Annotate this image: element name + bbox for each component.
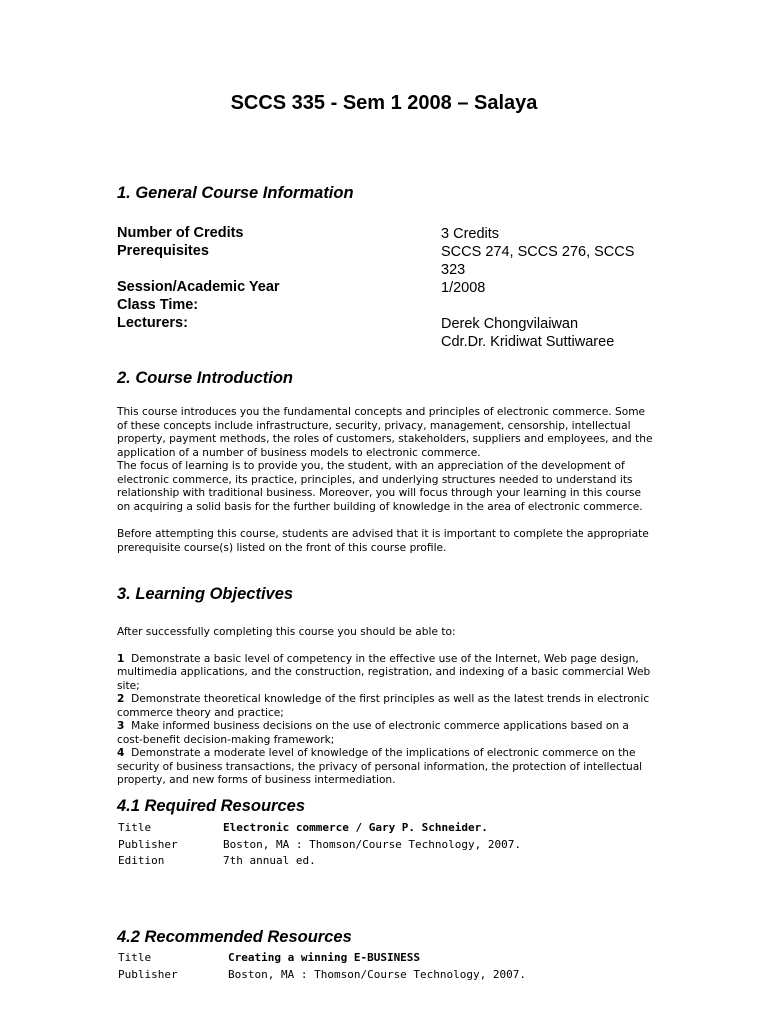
resource-publisher: Boston, MA : Thomson/Course Technology, 2007. xyxy=(228,967,527,981)
objective-text: Make informed business decisions on the use of electronic commerce applications based on a cost-benefit decision-making framework; xyxy=(117,720,629,746)
course-intro-text xyxy=(117,406,657,555)
objective-item xyxy=(117,653,657,694)
objectives-intro: After successfully completing this course you should be able to: xyxy=(117,626,456,638)
lecturer-name: Cdr.Dr. Kridiwat Suttiwaree xyxy=(441,334,615,350)
classtime-row xyxy=(117,297,677,315)
lecturers-row xyxy=(117,315,677,351)
section-general-info-heading: 1. General Course Information xyxy=(117,184,354,202)
prereq-value xyxy=(441,243,671,279)
resource-title: Electronic commerce / Gary P. Schneider. xyxy=(223,821,488,834)
prereq-value-line1: SCCS 274, SCCS 276, SCCS xyxy=(441,244,635,260)
objective-item xyxy=(117,693,657,720)
intro-paragraph: The focus of learning is to provide you, the student, with an appreciation of the development of electronic commerce, its practice, principles, and underlying structures needed to understand its relationship with traditional business. Moreover, you will focus through your learning in this course on acquiring a solid basis for the further building of knowledge in the area of electronic commerce. xyxy=(117,460,643,513)
section-course-intro-heading: 2. Course Introduction xyxy=(117,369,294,387)
objective-text: Demonstrate a moderate level of knowledge of the implications of electronic commerce on the security of business transactions, the privacy of personal information, the protection of intellectual property, and new forms of business intermediation. xyxy=(117,747,643,786)
prereq-row xyxy=(117,243,677,279)
section-recommended-resources-heading: 4.2 Recommended Resources xyxy=(117,928,352,946)
section-learning-objectives-heading: 3. Learning Objectives xyxy=(117,585,294,603)
session-row xyxy=(117,279,677,297)
resource-title: Creating a winning E-BUSINESS xyxy=(228,951,421,964)
objective-number: 3 xyxy=(117,720,125,732)
resource-label: Title xyxy=(118,821,152,834)
session-value: 1/2008 xyxy=(441,280,486,296)
objective-number: 2 xyxy=(117,693,125,705)
intro-paragraph: Before attempting this course, students are advised that it is important to complete the appropriate prerequisite course(s) listed on the front of this course profile. xyxy=(117,528,649,554)
credits-label: Number of Credits xyxy=(117,225,244,241)
objective-text: Demonstrate theoretical knowledge of the first principles as well as the latest trends in electronic commerce theory and practice; xyxy=(117,693,650,719)
section-required-resources-heading: 4.1 Required Resources xyxy=(117,797,305,815)
lecturers-label: Lecturers: xyxy=(117,315,188,331)
resource-label: Publisher xyxy=(118,837,178,851)
prereq-value-line2: 323 xyxy=(441,262,466,278)
prereq-label: Prerequisites xyxy=(117,243,209,259)
document-title: SCCS 335 - Sem 1 2008 – Salaya xyxy=(230,92,538,114)
resource-label: Publisher xyxy=(118,967,178,981)
resource-publisher: Boston, MA : Thomson/Course Technology, 2007. xyxy=(223,837,522,851)
resource-edition: 7th annual ed. xyxy=(223,854,316,867)
objective-item xyxy=(117,747,657,788)
objective-text: Demonstrate a basic level of competency in the effective use of the Internet, Web page design, multimedia applications, and the construction, registration, and indexing of a basic commercial Web site; xyxy=(117,652,651,692)
objective-number: 4 xyxy=(117,747,125,759)
classtime-label: Class Time: xyxy=(117,297,199,313)
course-info-table xyxy=(117,225,677,351)
learning-objectives-text xyxy=(117,626,657,788)
session-label: Session/Academic Year xyxy=(117,279,280,295)
intro-paragraph: This course introduces you the fundamental concepts and principles of electronic commerce. Some of these concepts include infrastructure, security, privacy, management, censorship, intellectual property, payment methods, the roles of customers, stakeholders, suppliers and employees, and the application of a number of business models to electronic commerce. xyxy=(117,406,653,459)
credits-value: 3 Credits xyxy=(441,226,500,242)
resource-label: Title xyxy=(118,951,152,964)
objective-item xyxy=(117,720,657,747)
lecturers-value xyxy=(441,315,671,351)
lecturer-name: Derek Chongvilaiwan xyxy=(441,316,579,332)
resource-label: Edition xyxy=(118,854,165,867)
credits-row xyxy=(117,225,677,243)
objective-number: 1 xyxy=(117,652,125,665)
